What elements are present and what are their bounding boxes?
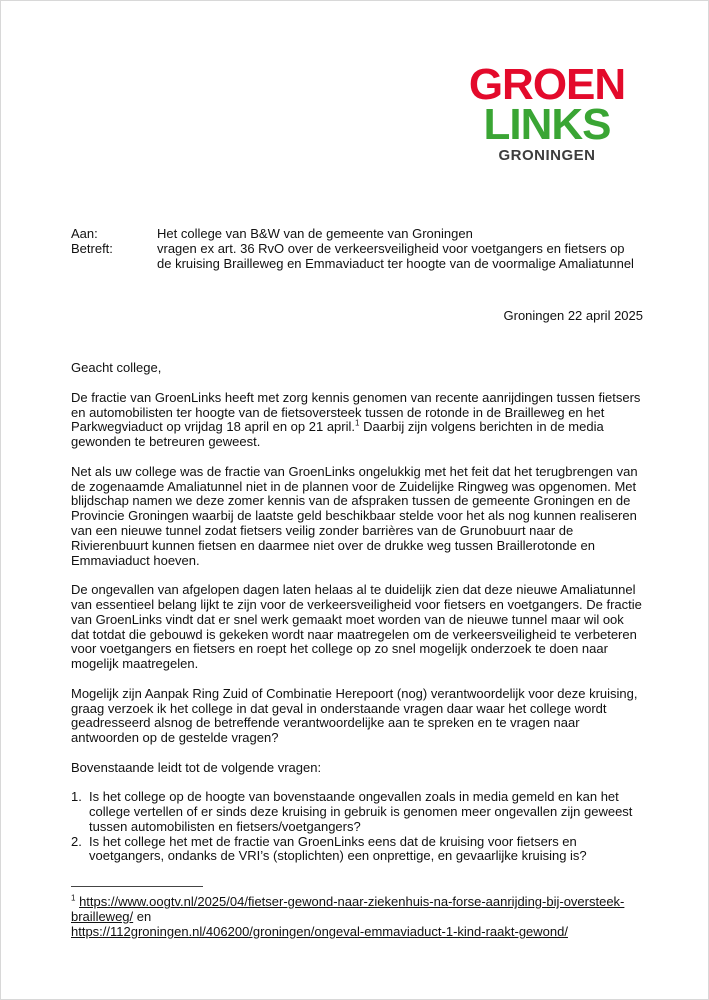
footnote-link-112groningen[interactable]: https://112groningen.nl/406200/groningen/ongeval-emmaviaduct-1-kind-raakt-gewond/ [71, 923, 568, 939]
to-value: Het college van B&W van de gemeente van Groningen [157, 226, 473, 241]
groenlinks-logo [465, 60, 629, 164]
footnote-link-oogtv[interactable]: https://www.oogtv.nl/2025/04/fietser-gewond-naar-ziekenhuis-na-forse-aanrijding-bij-oversteek-brailleweg/ [71, 894, 625, 925]
question-item [71, 790, 643, 834]
paragraph-2: Net als uw college was de fractie van GroenLinks ongelukkig met het feit dat het terugbrengen van de zogenaamde Amaliatunnel niet in de plannen voor de Zuidelijke Ringweg was opgenomen. Met blijdschap namen we deze zomer kennis van de afspraken tussen de gemeente Groningen en de Provincie Groningen waarbij de laatste geld beschikbaar stelde voor het als nog kunnen realiseren van een nieuwe tunnel zodat fietsers veilig zonder barrières van de Grunobuurt naar de Rivierenbuurt kunnen fietsen en daarmee niet over de drukke weg tussen Braillerotonde en Emmaviaduct hoeven. [71, 463, 638, 568]
subject-value [157, 242, 643, 272]
salutation: Geacht college, [71, 360, 162, 376]
logo-line-groen: GROEN [468, 60, 626, 109]
question-number: 1. [71, 789, 82, 805]
footnote [71, 895, 643, 939]
paragraph-1-text-a: De fractie van GroenLinks heeft met zorg kennis genomen van recente aanrijdingen tussen fietsers en automobilisten ter hoogte van de fietsoversteek tussen de rotonde in de Brailleweg en het Parkwegviaduct op vrijdag 18 april en op 21 april. [71, 389, 641, 435]
footnote-divider [71, 886, 203, 887]
subject-label: Betreft: [71, 240, 113, 256]
logo-line-links: LINKS [483, 100, 611, 149]
letter-date: Groningen 22 april 2025 [503, 308, 643, 324]
question-number: 2. [71, 833, 82, 849]
subject-line-1: vragen ex art. 36 RvO over de verkeersveiligheid voor voetgangers en fietsers op [157, 240, 625, 256]
question-text: Is het college op de hoogte van bovenstaande ongevallen zoals in media gemeld en kan het college vertellen of er sinds deze kruising in gebruik is genomen meer ongevallen zijn geweest tussen automobilisten en fietsers/voetgangers? [89, 789, 633, 834]
paragraph-1 [71, 391, 643, 450]
questions-list [71, 790, 643, 864]
to-label: Aan: [71, 226, 98, 241]
paragraph-4: Mogelijk zijn Aanpak Ring Zuid of Combinatie Herepoort (nog) verantwoordelijk voor deze kruising, graag verzoek ik het college in dat geval in onderstaande vragen daar waar het college wordt geadresseerd alsnog de betreffende verantwoordelijke aan te spreken en te vragen naar antwoorden op de gestelde vragen? [71, 685, 638, 746]
paragraph-1-text-b: Daarbij zijn volgens berichten in de media gewonden te betreuren geweest. [71, 419, 604, 450]
paragraph-3: De ongevallen van afgelopen dagen laten helaas al te duidelijk zien dat deze nieuwe Amaliatunnel van essentieel belang lijkt te zijn voor de verkeersveiligheid voor fietsers en voetgangers. De fractie van GroenLinks vindt dat er snel werk gemaakt moet worden van de nieuwe tunnel maar wil ook dat totdat die gebouwd is gekeken wordt naar maatregelen om de verkeersveiligheid te verbeteren voor voetgangers en fietsers en roept het college op zo snel mogelijk onderzoek te doen naar mogelijk maatregelen. [71, 582, 642, 672]
footnote-number: 1 [71, 893, 76, 903]
footnote-reference[interactable]: 1 [355, 419, 360, 429]
paragraph-5: Bovenstaande leidt tot de volgende vragen: [71, 759, 322, 775]
address-block [71, 227, 643, 271]
subject-line-2: de kruising Brailleweg en Emmaviaduct ter hoogte van de voormalige Amaliatunnel [157, 255, 634, 271]
question-text: Is het college het met de fractie van GroenLinks eens dat de kruising voor fietsers en voetgangers, ondanks de VRI’s (stoplichten) een onprettige, en gevaarlijke kruising is? [89, 833, 587, 864]
logo-line-groningen: GRONINGEN [498, 147, 596, 164]
question-item [71, 835, 643, 865]
footnote-conjunction: en [133, 909, 152, 925]
letter-body [71, 227, 643, 940]
